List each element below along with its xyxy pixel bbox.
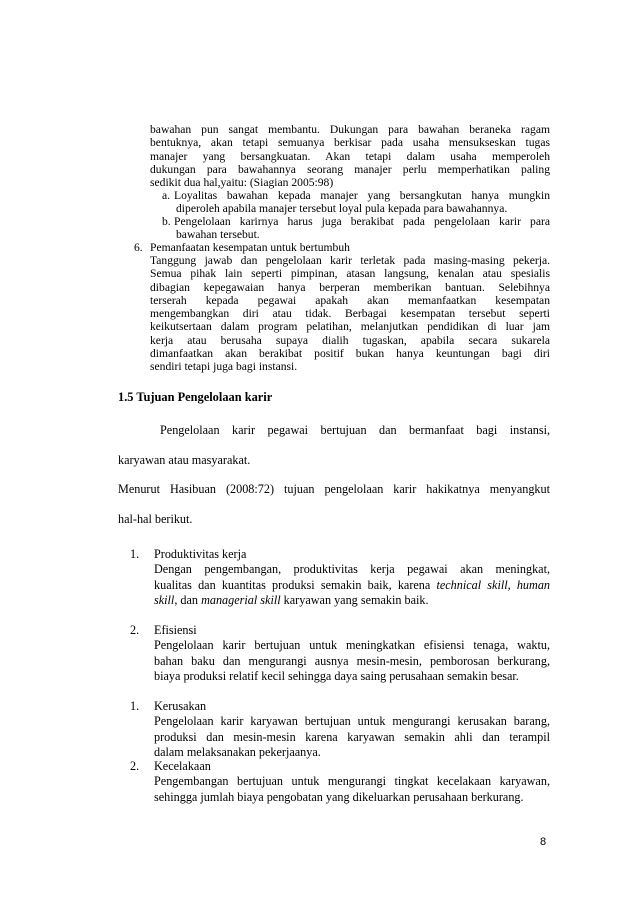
text-line: biaya produksi relatif kecil sehingga daya saing perusahaan semakin besar. xyxy=(154,669,519,684)
reference-line-cont: hal-hal berikut. xyxy=(118,512,193,526)
list-item-productivity xyxy=(154,562,550,609)
text-line: dimanfaatkan akan berakibat positif bukan hanya keuntungan bagi diri xyxy=(150,347,550,361)
list-item-accident xyxy=(154,774,550,805)
text-line: Dengan pengembangan, produktivitas kerja pegawai akan meningkat, xyxy=(154,562,550,576)
text-line: dalam melaksanakan pekerjaanya. xyxy=(154,745,321,760)
text-line: skill, dan managerial skill karyawan yang semakin baik. xyxy=(154,593,429,608)
text-line: Loyalitas bawahan kepada manajer yang bersangkutan hanya mungkin xyxy=(174,189,550,202)
text-line: Pengelolaan karir karyawan bertujuan untuk mengurangi kerusakan barang, xyxy=(154,714,550,728)
item-title: Efisiensi xyxy=(154,623,197,637)
sub-item-marker: b. xyxy=(162,215,171,228)
text-line: sedikit dua hal,yaitu: (Siagian 2005:98) xyxy=(150,176,334,190)
list-item-damage xyxy=(154,714,550,761)
reference-line: Menurut Hasibuan (2008:72) tujuan pengelolaan karir hakikatnya menyangkut xyxy=(118,482,550,496)
text-line: Pengelolaan karir bertujuan untuk meningkatkan efisiensi tenaga, waktu, xyxy=(154,638,550,652)
text-line: Pengelolaan karirnya harus juga berakibat pada pengelolaan karir para xyxy=(174,215,550,228)
text-line: diperoleh apabila manajer tersebut loyal pula kepada para bawahannya. xyxy=(176,202,508,216)
intro-line-cont: karyawan atau masyarakat. xyxy=(118,453,251,467)
text-line: bawahan pun sangat membantu. Dukungan para bawahan beraneka ragam xyxy=(150,123,550,136)
text-line: kerja atau berusaha supaya dialih tugaskan, apabila secara sukarela xyxy=(150,333,550,347)
list-marker: 6. xyxy=(134,241,143,254)
sub-item-marker: a. xyxy=(162,189,171,202)
text-line: manajer yang bersangkuatan. Akan tetapi dalam usaha memperoleh xyxy=(150,149,550,163)
text-line: bawahan tersebut. xyxy=(176,228,260,242)
text-line: keikutsertaan dalam program pelatihan, melanjutkan pendidikan di luar jam xyxy=(150,320,550,334)
text-line: dibagian kepegawaian hanya berperan memberikan bantuan. Selebihnya xyxy=(150,280,550,294)
item-title: Pemanfaatan kesempatan untuk bertumbuh xyxy=(150,241,350,254)
sub-item-b xyxy=(174,215,550,242)
text-line: Semua pihak lain seperti pimpinan, atasan langsung, kenalan atau spesialis xyxy=(150,267,550,281)
text-line: dukungan para bawahannya seorang manajer perlu memperhatikan paling xyxy=(150,162,550,176)
item6-paragraph xyxy=(150,254,550,374)
text-line: mengembangkan diri atau tidak. Berbagai kesempatan tersebut seperti xyxy=(150,307,550,321)
sub-item-a xyxy=(174,189,550,216)
text-line: Pengembangan bertujuan untuk mengurangi tingkat kecelakaan karyawan, xyxy=(154,774,550,788)
text-line: terserah kepada pegawai apakah akan memanfaatkan kesempatan xyxy=(150,293,550,307)
list-marker: 1. xyxy=(130,547,140,561)
list-item-efficiency xyxy=(154,638,550,685)
text-line: kualitas dan kuantitas produksi semakin baik, karena technical skill, human xyxy=(154,577,551,592)
text-line: produksi dan mesin-mesin karena karyawan semakin ahli dan terampil xyxy=(154,729,550,744)
text-line: sehingga jumlah biaya pengobatan yang dikeluarkan perusahaan berkurang. xyxy=(154,789,524,804)
text-line: bentuknya, akan tetapi semuanya berkisar pada usaha mensukseskan tugas xyxy=(150,136,550,150)
list-marker: 2. xyxy=(130,759,140,773)
page-number: 8 xyxy=(540,836,547,848)
item-title: Kecelakaan xyxy=(154,759,211,773)
continuation-paragraph xyxy=(150,123,550,189)
list-marker: 2. xyxy=(130,623,140,637)
item-title: Kerusakan xyxy=(154,699,207,713)
text-line: sendiri tetapi juga bagi instansi. xyxy=(150,360,298,374)
text-line: Tanggung jawab dan pengelolaan karir terletak pada masing-masing pekerja. xyxy=(150,254,550,267)
list-marker: 1. xyxy=(130,699,140,713)
section-heading: 1.5 Tujuan Pengelolaan karir xyxy=(118,390,273,404)
text-line: bahan baku dan mengurangi ausnya mesin-mesin, pemborosan berkurang, xyxy=(154,653,550,668)
intro-line: Pengelolaan karir pegawai bertujuan dan bermanfaat bagi instansi, xyxy=(160,423,550,437)
item-title: Produktivitas kerja xyxy=(154,547,247,561)
